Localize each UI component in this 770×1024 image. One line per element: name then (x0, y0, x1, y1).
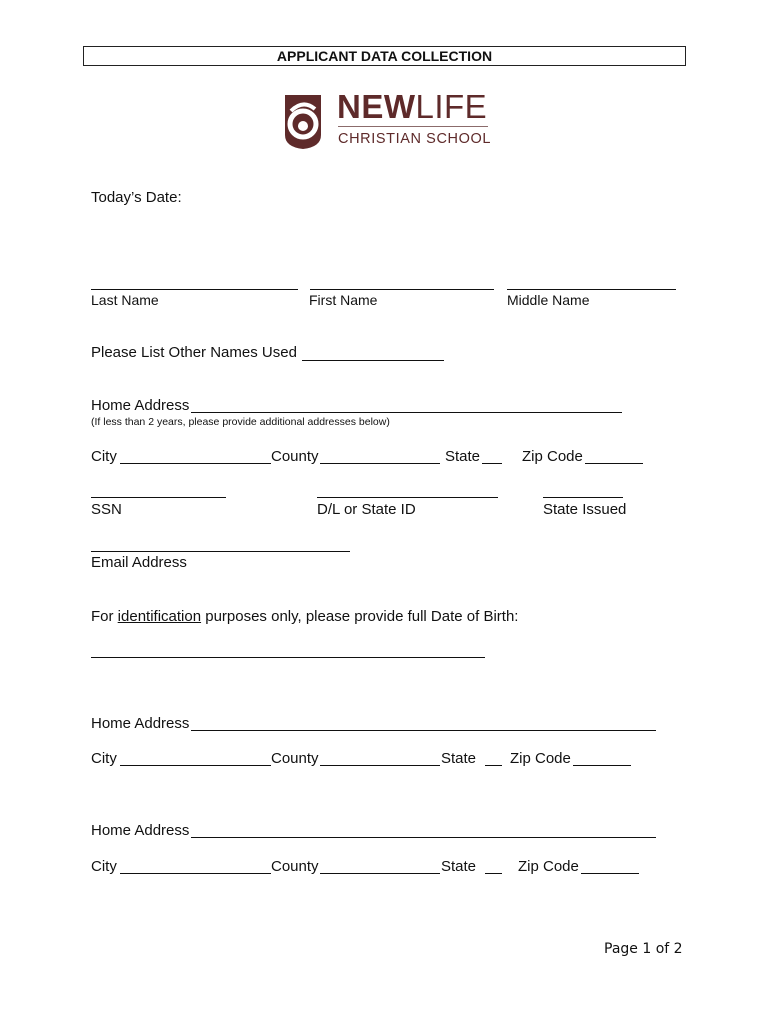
additional-address-2-field[interactable] (191, 837, 656, 838)
page-number: Page 1 of 2 (604, 941, 683, 957)
additional-county-1-field[interactable] (320, 765, 440, 766)
additional-address-2-label: Home Address (91, 822, 190, 839)
middle-name-label: Middle Name (507, 292, 590, 308)
home-address-field[interactable] (191, 412, 622, 413)
additional-city-2-field[interactable] (120, 873, 271, 874)
first-name-field[interactable] (310, 289, 494, 290)
city-label: City (91, 448, 117, 465)
additional-address-1-label: Home Address (91, 715, 190, 732)
additional-zip-2-field[interactable] (581, 873, 639, 874)
additional-zip-2-label: Zip Code (518, 858, 579, 875)
city-field[interactable] (120, 463, 271, 464)
last-name-label: Last Name (91, 292, 159, 308)
email-label: Email Address (91, 554, 187, 571)
dob-field[interactable] (91, 657, 485, 658)
ssn-field[interactable] (91, 497, 226, 498)
state-issued-label: State Issued (543, 501, 627, 518)
school-logo (281, 88, 492, 153)
logo-subtitle: CHRISTIAN SCHOOL (338, 131, 492, 147)
additional-state-1-label: State (441, 750, 477, 767)
zip-code-field[interactable] (585, 463, 643, 464)
additional-city-1-field[interactable] (120, 765, 271, 766)
todays-date-label: Today’s Date: (91, 189, 182, 206)
state-label: State (445, 448, 481, 465)
other-names-label: Please List Other Names Used (91, 344, 297, 361)
additional-address-1-field[interactable] (191, 730, 656, 731)
additional-city-2-label: City (91, 858, 117, 875)
dl-state-id-field[interactable] (317, 497, 498, 498)
logo-wordmark: NEWLIFE (337, 88, 488, 125)
zip-code-label: Zip Code (522, 448, 583, 465)
dl-state-id-label: D/L or State ID (317, 501, 416, 518)
form-title: APPLICANT DATA COLLECTION (83, 46, 686, 66)
last-name-field[interactable] (91, 289, 298, 290)
county-label: County (271, 448, 319, 465)
dob-instruction: For identification purposes only, please provide full Date of Birth: (91, 608, 519, 625)
state-issued-field[interactable] (543, 497, 623, 498)
other-names-field[interactable] (302, 360, 444, 361)
email-field[interactable] (91, 551, 350, 552)
first-name-label: First Name (309, 292, 378, 308)
additional-city-1-label: City (91, 750, 117, 767)
home-address-label: Home Address (91, 397, 190, 414)
logo-divider (338, 126, 488, 127)
additional-zip-1-field[interactable] (573, 765, 631, 766)
additional-zip-1-label: Zip Code (510, 750, 571, 767)
county-field[interactable] (320, 463, 440, 464)
additional-state-2-field[interactable] (485, 873, 502, 874)
state-field[interactable] (482, 463, 502, 464)
additional-state-1-field[interactable] (485, 765, 502, 766)
additional-state-2-label: State (441, 858, 477, 875)
additional-county-2-field[interactable] (320, 873, 440, 874)
address-note: (If less than 2 years, please provide additional addresses below) (91, 416, 390, 428)
ssn-label: SSN (91, 501, 122, 518)
additional-county-2-label: County (271, 858, 319, 875)
swirl-logo-icon (281, 91, 325, 151)
additional-county-1-label: County (271, 750, 319, 767)
middle-name-field[interactable] (507, 289, 676, 290)
